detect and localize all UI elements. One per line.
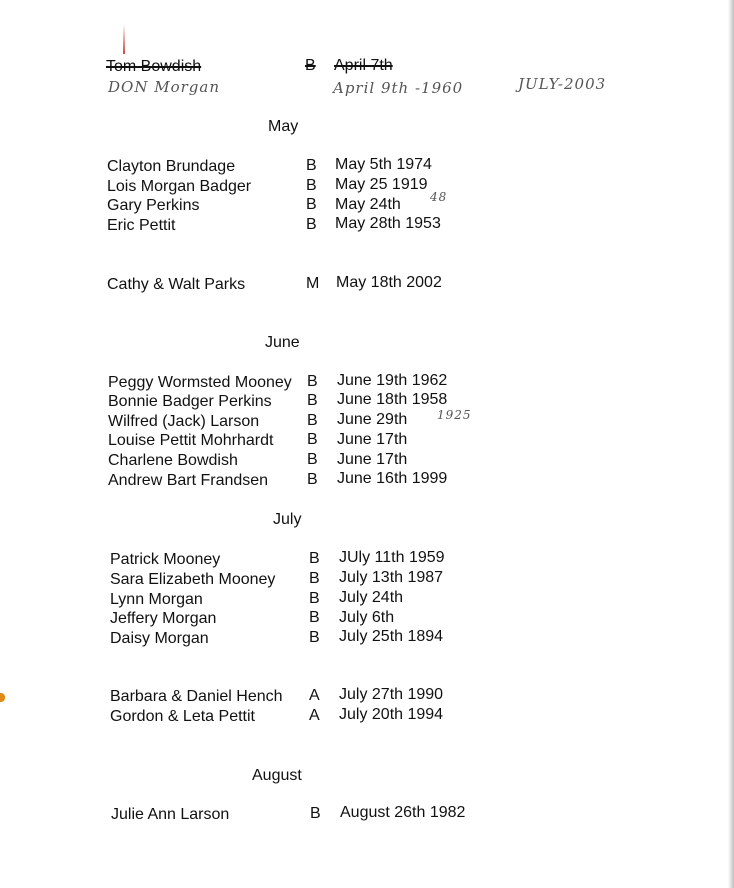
entry-date: May 18th 2002	[336, 274, 442, 291]
section-heading-june: June	[265, 334, 300, 351]
header-name: Tom Bowdish	[106, 58, 202, 75]
red-ink-mark	[123, 24, 125, 54]
page-edge-shadow	[728, 0, 734, 888]
entry-type: B	[307, 373, 318, 390]
entry-type: B	[306, 216, 317, 233]
entry-date: July 25th 1894	[339, 628, 444, 645]
entry-name: Lynn Morgan	[110, 591, 203, 608]
entry-name: Lois Morgan Badger	[107, 178, 252, 195]
entry-name: Gary Perkins	[107, 197, 200, 214]
entry-type: B	[309, 590, 320, 607]
entry-type: B	[307, 451, 318, 468]
handwritten-name: DON Morgan	[108, 78, 220, 96]
section-heading-july: July	[273, 511, 302, 528]
entry-name: Jeffery Morgan	[110, 610, 217, 627]
entry-name: Louise Pettit Mohrhardt	[108, 432, 274, 449]
entry-type: B	[309, 629, 320, 646]
entry-date: July 20th 1994	[339, 706, 444, 723]
entry-date: August 26th 1982	[340, 804, 466, 821]
entry-type: B	[307, 412, 318, 429]
entry-type: A	[309, 707, 320, 724]
entry-type: B	[307, 431, 318, 448]
entry-date: June 19th 1962	[337, 372, 448, 389]
section-heading-may: May	[268, 118, 299, 135]
entry-date: June 17th	[337, 451, 408, 468]
entry-name: Patrick Mooney	[110, 551, 221, 568]
handwritten-date: April 9th -1960	[333, 79, 464, 97]
entry-name: Peggy Wormsted Mooney	[108, 374, 292, 391]
entry-date: July 24th	[339, 589, 404, 606]
entry-name: Eric Pettit	[107, 217, 176, 234]
entry-name: Charlene Bowdish	[108, 452, 238, 469]
entry-date: May 24th	[335, 196, 401, 213]
entry-type: B	[307, 471, 318, 488]
entry-date: June 16th 1999	[337, 470, 448, 487]
entry-type: B	[310, 805, 321, 822]
entry-date: July 13th 1987	[339, 569, 444, 586]
entry-name: Bonnie Badger Perkins	[108, 393, 272, 410]
entry-name: Wilfred (Jack) Larson	[108, 413, 260, 430]
entry-name: Gordon & Leta Pettit	[110, 708, 255, 725]
entry-date: June 29th	[337, 411, 408, 428]
entry-type: B	[306, 196, 317, 213]
entry-date: June 18th 1958	[337, 391, 448, 408]
entry-type: B	[307, 392, 318, 409]
entry-type: B	[309, 570, 320, 587]
entry-date: May 25 1919	[335, 176, 428, 193]
handwritten-annotation: 48	[430, 190, 448, 204]
header-date: April 7th	[334, 57, 393, 74]
entry-name: Julie Ann Larson	[111, 806, 230, 823]
entry-type: M	[306, 275, 320, 292]
entry-name: Daisy Morgan	[110, 630, 209, 647]
handwritten-annotation: 1925	[437, 408, 472, 422]
header-type: B	[305, 57, 316, 74]
orange-margin-mark	[0, 693, 5, 702]
entry-name: Andrew Bart Frandsen	[108, 472, 269, 489]
entry-date: May 28th 1953	[335, 215, 441, 232]
entry-date: July 27th 1990	[339, 686, 444, 703]
entry-date: JUly 11th 1959	[339, 549, 445, 566]
handwritten-note: JULY-2003	[518, 75, 607, 93]
entry-date: July 6th	[339, 609, 395, 626]
entry-date: May 5th 1974	[335, 156, 432, 173]
entry-name: Barbara & Daniel Hench	[110, 688, 283, 705]
entry-date: June 17th	[337, 431, 408, 448]
entry-name: Cathy & Walt Parks	[107, 276, 246, 293]
entry-type: B	[309, 609, 320, 626]
entry-name: Sara Elizabeth Mooney	[110, 571, 276, 588]
entry-type: B	[306, 157, 317, 174]
entry-type: B	[306, 177, 317, 194]
entry-type: B	[309, 550, 320, 567]
entry-type: A	[309, 687, 320, 704]
entry-name: Clayton Brundage	[107, 158, 236, 175]
section-heading-august: August	[252, 767, 302, 784]
